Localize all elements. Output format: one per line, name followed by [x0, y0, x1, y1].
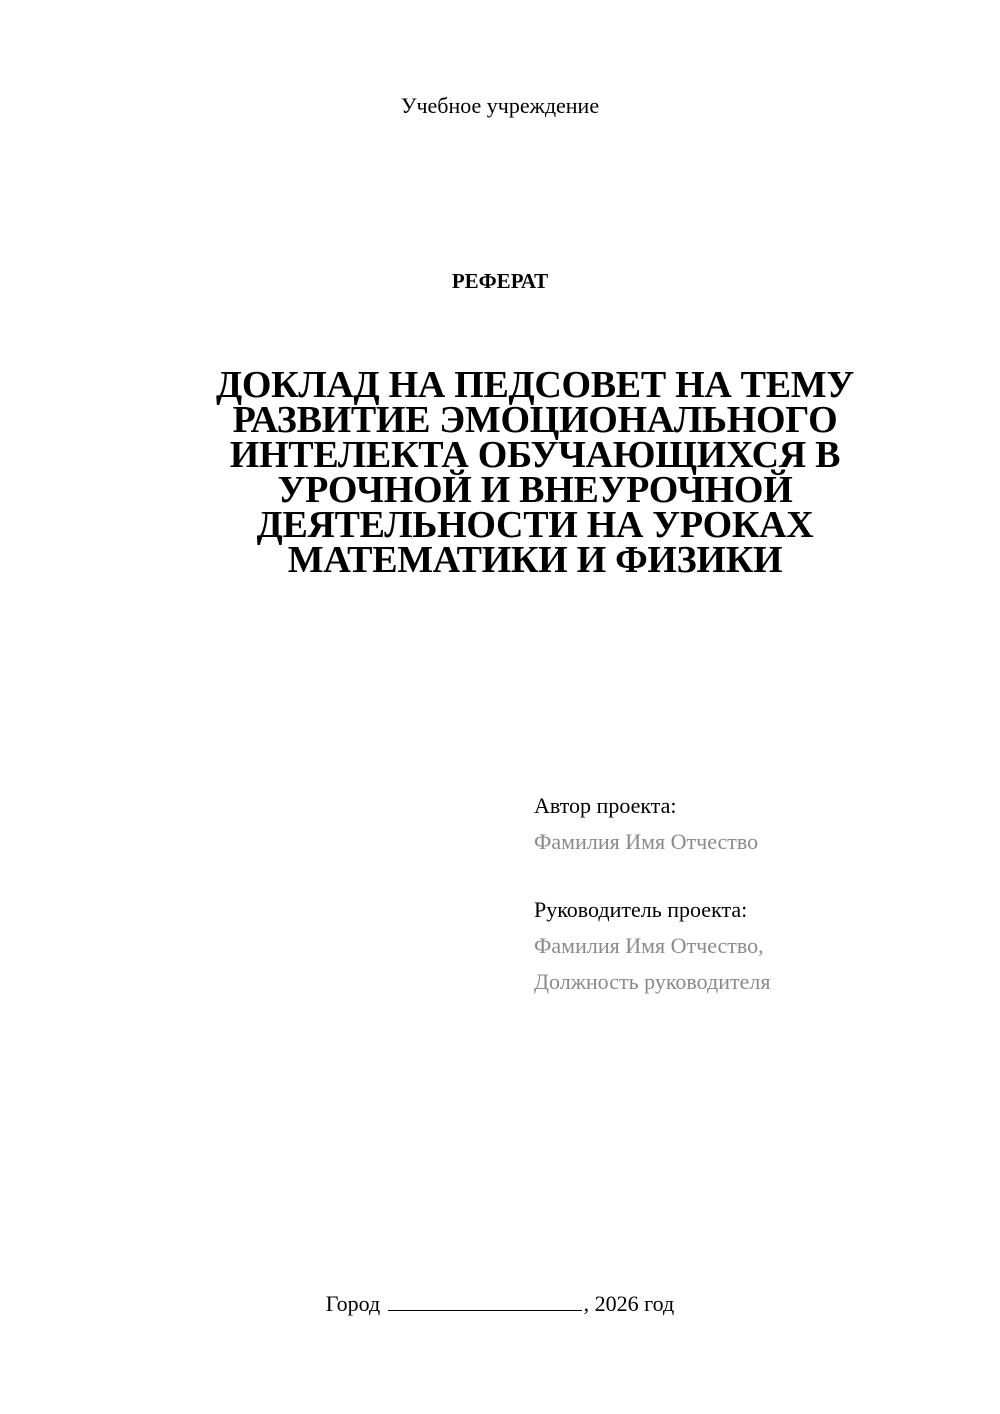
title-line: ДОКЛАД НА ПЕДСОВЕТ НА ТЕМУ: [216, 364, 854, 406]
supervisor-position: Должность руководителя: [534, 969, 771, 994]
year-text: , 2026 год: [583, 1291, 675, 1316]
title-line: РАЗВИТИЕ ЭМОЦИОНАЛЬНОГО: [232, 399, 838, 441]
title-line: МАТЕМАТИКИ И ФИЗИКИ: [287, 539, 783, 581]
project-people: [534, 788, 954, 1000]
city-year-line: [0, 1290, 1000, 1318]
document-title: [190, 364, 880, 581]
spacer: [534, 860, 954, 892]
author-name: Фамилия Имя Отчество: [534, 829, 759, 854]
title-line: ИНТЕЛЕКТА ОБУЧАЮЩИХСЯ В: [229, 434, 841, 476]
supervisor-label: Руководитель проекта:: [534, 897, 748, 922]
title-line: УРОЧНОЙ И ВНЕУРОЧНОЙ: [277, 469, 793, 511]
supervisor-name: Фамилия Имя Отчество,: [534, 933, 764, 958]
title-line: ДЕЯТЕЛЬНОСТИ НА УРОКАХ: [256, 504, 814, 546]
city-label: Город: [325, 1291, 381, 1316]
city-blank-line: [388, 1291, 582, 1311]
institution-name: Учебное учреждение: [400, 93, 600, 118]
document-type: РЕФЕРАТ: [451, 269, 549, 293]
author-label: Автор проекта:: [534, 793, 677, 818]
